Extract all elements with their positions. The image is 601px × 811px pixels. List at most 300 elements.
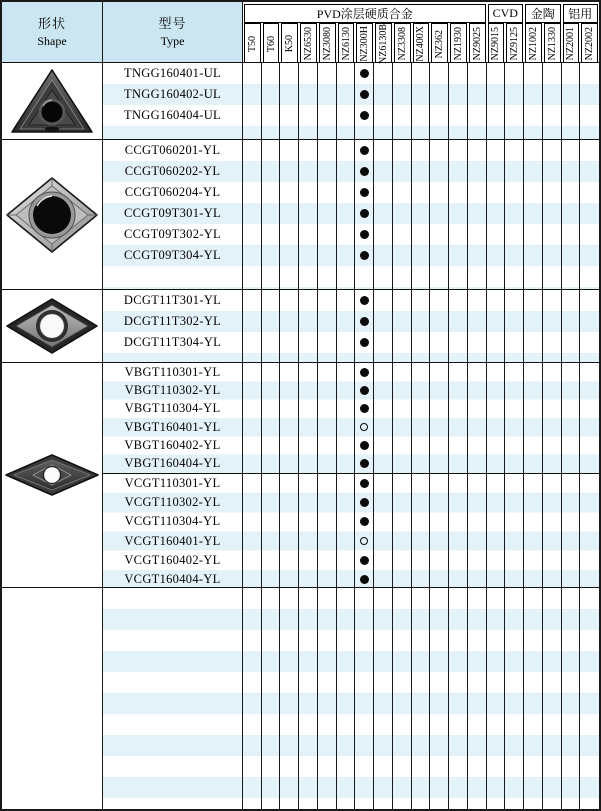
grade-column-header-t50: [244, 23, 261, 65]
grade-cell-nz9025: [468, 400, 487, 418]
table-row: [103, 182, 599, 203]
shape-empty-cell: [2, 588, 103, 809]
table-row: [103, 311, 599, 332]
grade-cell-nz1002: [524, 245, 543, 266]
grade-cell-nz6530: [299, 531, 318, 550]
grade-cell-nz2001: [562, 400, 581, 418]
grade-cell-k50: [280, 363, 299, 381]
grade-cell-nz6530: [299, 436, 318, 454]
grade-cell-nz400x: [412, 381, 431, 399]
column-group-铝用: 铝用: [563, 4, 598, 23]
grade-cell-nz1930: [449, 105, 468, 126]
grade-column-header-t60: [263, 23, 280, 65]
grade-cell-nz1930: [449, 588, 468, 809]
grade-cell-nz362: [430, 381, 449, 399]
grade-cell-nz9125: [505, 63, 524, 84]
grade-cell-nz3080: [318, 182, 337, 203]
grade-cell-nz2002: [580, 353, 599, 362]
grade-cell-nz400x: [412, 551, 431, 570]
grade-cell-nz3308: [393, 290, 412, 311]
grade-cell-nz6130b: [374, 290, 393, 311]
grade-cell-nz362: [430, 140, 449, 161]
grade-cell-nz3308: [393, 474, 412, 493]
grade-cell-nz9025: [468, 105, 487, 126]
type-label: VCGT110302-YL: [103, 493, 243, 512]
grade-cell-nz1330: [543, 203, 562, 224]
grade-cell-nz6130b: [374, 182, 393, 203]
grade-cell-nz2001: [562, 474, 581, 493]
grade-cell-nz9125: [505, 84, 524, 105]
grade-column-label: NZ1002: [527, 27, 539, 61]
grade-cell-nz6130: [337, 245, 356, 266]
grade-cell-nz1330: [543, 455, 562, 473]
grade-cell-nz1002: [524, 436, 543, 454]
grade-cell-k50: [280, 105, 299, 126]
grade-cells: [243, 551, 599, 570]
grade-cell-nz2001: [562, 105, 581, 126]
grade-cell-nz6130: [337, 551, 356, 570]
filled-dot-mark: [360, 517, 369, 526]
grade-cell-nz3080: [318, 63, 337, 84]
grade-cell-nz2001: [562, 588, 581, 809]
grade-cell-t60: [262, 105, 281, 126]
grade-cell-nz1930: [449, 400, 468, 418]
type-label: VBGT110304-YL: [103, 400, 243, 418]
grade-cell-nz400x: [412, 531, 431, 550]
grade-cell-nz362: [430, 290, 449, 311]
grade-cell-nz1330: [543, 363, 562, 381]
grade-cell-t50: [243, 84, 262, 105]
grade-cell-nz6530: [299, 140, 318, 161]
type-label: VBGT160404-YL: [103, 455, 243, 473]
insert-section-3: [2, 289, 599, 362]
grade-cell-nz1930: [449, 290, 468, 311]
grade-cell-t60: [262, 140, 281, 161]
filler-row: [103, 588, 599, 809]
grade-cell-nz3308: [393, 493, 412, 512]
grade-cell-nz1002: [524, 63, 543, 84]
grade-cell-nz1930: [449, 363, 468, 381]
grade-column-header-nz6130: [338, 23, 355, 65]
grade-cell-nz9125: [505, 588, 524, 809]
grade-cells: [243, 290, 599, 311]
grade-cell-nz362: [430, 353, 449, 362]
grade-cell-nz6530: [299, 203, 318, 224]
grade-cell-nz300h: [355, 203, 374, 224]
type-label: CCGT060204-YL: [103, 182, 243, 203]
filled-dot-mark: [360, 479, 369, 488]
dcgt-diamond-insert-icon: [5, 297, 99, 355]
grade-cell-nz2001: [562, 126, 581, 139]
grade-column-header-nz1930: [450, 23, 467, 65]
grade-cell-nz400x: [412, 493, 431, 512]
grade-cell-nz2001: [562, 161, 581, 182]
filled-dot-mark: [360, 69, 369, 78]
grade-cell-nz362: [430, 474, 449, 493]
grade-cell-k50: [280, 224, 299, 245]
grade-cell-nz9025: [468, 474, 487, 493]
grade-cell-nz6130: [337, 363, 356, 381]
grade-cell-nz300h: [355, 512, 374, 531]
table-row: [103, 418, 599, 436]
header-group-row: [243, 2, 599, 22]
grade-cell-nz9025: [468, 332, 487, 353]
row-group: [103, 588, 599, 809]
grade-cell-nz3080: [318, 353, 337, 362]
table-row: [103, 161, 599, 182]
grade-cell-nz9015: [487, 105, 506, 126]
grade-cell-nz1002: [524, 455, 543, 473]
grade-cell-nz9125: [505, 224, 524, 245]
grade-cell-nz3080: [318, 332, 337, 353]
grade-cell-t60: [262, 332, 281, 353]
table-row: [103, 63, 599, 84]
tngg-triangle-insert-icon: [8, 67, 96, 135]
grade-cell-t50: [243, 455, 262, 473]
type-label-en: Type: [160, 33, 185, 48]
grade-cell-nz9025: [468, 311, 487, 332]
grade-cell-nz9025: [468, 588, 487, 809]
filled-dot-mark: [360, 368, 369, 377]
insert-section-1: [2, 62, 599, 139]
grade-cell-t50: [243, 63, 262, 84]
grade-cell-nz2002: [580, 203, 599, 224]
shape-label-en: Shape: [37, 33, 67, 48]
grade-cell-nz9015: [487, 588, 506, 809]
grade-cell-nz6530: [299, 266, 318, 289]
grade-cell-nz9025: [468, 363, 487, 381]
grade-cell-t60: [262, 400, 281, 418]
grade-cell-nz6130b: [374, 126, 393, 139]
grade-cells: [243, 105, 599, 126]
grade-cell-nz1930: [449, 224, 468, 245]
grade-cell-nz6130: [337, 332, 356, 353]
grade-cell-nz400x: [412, 436, 431, 454]
grade-cell-nz300h: [355, 332, 374, 353]
grade-cell-t60: [262, 290, 281, 311]
header-grade-columns: [243, 2, 599, 62]
grade-cell-nz1002: [524, 182, 543, 203]
grade-cell-k50: [280, 400, 299, 418]
grade-cell-nz300h: [355, 436, 374, 454]
grade-cell-nz362: [430, 512, 449, 531]
grade-cell-nz6130: [337, 140, 356, 161]
grade-cell-nz2002: [580, 436, 599, 454]
grade-cell-nz9125: [505, 353, 524, 362]
grade-cell-nz6130b: [374, 203, 393, 224]
grade-cell-nz6530: [299, 105, 318, 126]
grade-cell-nz6530: [299, 400, 318, 418]
grade-cell-nz2001: [562, 531, 581, 550]
grade-cell-nz2001: [562, 363, 581, 381]
grade-cell-k50: [280, 161, 299, 182]
grade-cell-nz9015: [487, 418, 506, 436]
type-label: [103, 126, 243, 139]
grade-cell-nz3080: [318, 266, 337, 289]
grade-cell-nz400x: [412, 245, 431, 266]
grade-cell-nz2001: [562, 332, 581, 353]
grade-cell-nz2001: [562, 203, 581, 224]
filled-dot-mark: [360, 111, 369, 120]
grade-column-label: NZ3080: [321, 27, 333, 61]
grade-cell-t60: [262, 531, 281, 550]
grade-cells: [243, 224, 599, 245]
grade-cell-nz9015: [487, 400, 506, 418]
type-label: [103, 353, 243, 362]
grade-cell-nz6130b: [374, 311, 393, 332]
table-row: [103, 224, 599, 245]
table-row: [103, 84, 599, 105]
grade-cell-nz9125: [505, 512, 524, 531]
grade-cell-nz362: [430, 363, 449, 381]
grade-cell-nz400x: [412, 363, 431, 381]
grade-cell-t60: [262, 311, 281, 332]
grade-cell-nz9125: [505, 332, 524, 353]
grade-cell-nz3080: [318, 551, 337, 570]
grade-cell-t60: [262, 474, 281, 493]
grade-cell-nz1002: [524, 84, 543, 105]
grade-cell-nz9125: [505, 203, 524, 224]
grade-cell-nz9025: [468, 245, 487, 266]
grade-cell-t50: [243, 290, 262, 311]
grade-cell-nz9125: [505, 436, 524, 454]
grade-column-header-nz6530: [300, 23, 317, 65]
grade-cell-nz9125: [505, 400, 524, 418]
grade-cell-t50: [243, 203, 262, 224]
type-label: CCGT09T302-YL: [103, 224, 243, 245]
grade-cell-nz300h: [355, 493, 374, 512]
filled-dot-mark: [360, 90, 369, 99]
grade-cell-nz362: [430, 588, 449, 809]
type-label: [103, 266, 243, 289]
grade-cell-nz362: [430, 551, 449, 570]
grade-cell-nz1930: [449, 84, 468, 105]
grade-cell-nz1930: [449, 551, 468, 570]
grade-cell-t50: [243, 224, 262, 245]
grade-cell-t50: [243, 105, 262, 126]
type-label: VCGT110304-YL: [103, 512, 243, 531]
grade-cell-nz3308: [393, 126, 412, 139]
grade-cell-nz9025: [468, 224, 487, 245]
grade-cell-nz6130: [337, 266, 356, 289]
filled-dot-mark: [360, 386, 369, 395]
grade-column-header-nz400x: [413, 23, 430, 65]
shape-image-cell: [2, 140, 103, 289]
grade-cell-nz1930: [449, 126, 468, 139]
grade-cell-k50: [280, 551, 299, 570]
grade-cell-nz9025: [468, 551, 487, 570]
grade-cell-t60: [262, 588, 281, 809]
grade-cell-nz3080: [318, 203, 337, 224]
grade-cell-nz1330: [543, 418, 562, 436]
grade-cell-nz362: [430, 84, 449, 105]
grade-cell-nz2001: [562, 353, 581, 362]
grade-cell-nz6530: [299, 474, 318, 493]
ccgt-rhombic-insert-icon: [5, 176, 99, 254]
grade-cells: [243, 493, 599, 512]
grade-cells: [243, 363, 599, 381]
grade-cell-nz300h: [355, 363, 374, 381]
filled-dot-mark: [360, 167, 369, 176]
grade-column-label: NZ9015: [490, 27, 502, 61]
grade-cell-t50: [243, 311, 262, 332]
grade-cell-nz9025: [468, 126, 487, 139]
grade-cell-nz9015: [487, 266, 506, 289]
grade-cell-nz1330: [543, 531, 562, 550]
grade-cell-nz6530: [299, 84, 318, 105]
grade-cell-nz6130b: [374, 161, 393, 182]
type-label: TNGG160401-UL: [103, 63, 243, 84]
grade-cell-t60: [262, 224, 281, 245]
grade-cell-nz6130b: [374, 512, 393, 531]
grade-cell-nz400x: [412, 353, 431, 362]
grade-cell-nz6530: [299, 290, 318, 311]
grade-cell-nz9125: [505, 266, 524, 289]
grade-column-header-k50: [281, 23, 298, 65]
grade-cell-nz1930: [449, 455, 468, 473]
grade-cell-nz9125: [505, 105, 524, 126]
grade-cell-nz9125: [505, 455, 524, 473]
grade-cell-nz9125: [505, 140, 524, 161]
grade-cell-nz9125: [505, 245, 524, 266]
grade-cell-nz6130b: [374, 551, 393, 570]
grade-cell-nz400x: [412, 311, 431, 332]
grade-cell-nz9025: [468, 531, 487, 550]
grade-cell-nz3308: [393, 203, 412, 224]
grade-cells: [243, 512, 599, 531]
grade-cells: [243, 245, 599, 266]
grade-cell-nz2002: [580, 400, 599, 418]
grade-cell-nz6130b: [374, 400, 393, 418]
table-row: [103, 512, 599, 531]
type-label: TNGG160402-UL: [103, 84, 243, 105]
grade-cells: [243, 400, 599, 418]
grade-cell-nz2001: [562, 311, 581, 332]
grade-cell-nz3080: [318, 140, 337, 161]
grade-cell-nz1930: [449, 474, 468, 493]
row-group: [103, 140, 599, 289]
grade-cell-nz9015: [487, 353, 506, 362]
grade-cell-nz1330: [543, 290, 562, 311]
grade-cell-nz6130b: [374, 381, 393, 399]
grade-cell-nz1330: [543, 105, 562, 126]
grade-cell-nz1330: [543, 84, 562, 105]
grade-column-header-nz2002: [581, 23, 598, 65]
rows-area: [103, 63, 599, 139]
grade-cell-nz1002: [524, 105, 543, 126]
grade-cell-nz2002: [580, 63, 599, 84]
grade-cell-nz362: [430, 182, 449, 203]
grade-cell-t50: [243, 332, 262, 353]
grade-cell-k50: [280, 455, 299, 473]
grade-cell-nz3308: [393, 363, 412, 381]
grade-cell-nz3080: [318, 245, 337, 266]
grade-cell-nz9025: [468, 436, 487, 454]
grade-cell-nz9015: [487, 224, 506, 245]
grade-cell-nz3308: [393, 224, 412, 245]
grade-cell-t50: [243, 381, 262, 399]
grade-cell-nz3308: [393, 551, 412, 570]
grade-column-header-nz1330: [544, 23, 561, 65]
grade-cell-nz1330: [543, 182, 562, 203]
grade-cell-nz9025: [468, 381, 487, 399]
grade-cell-nz6130: [337, 161, 356, 182]
grade-cell-nz6130: [337, 84, 356, 105]
grade-cell-t60: [262, 126, 281, 139]
grade-cell-t50: [243, 512, 262, 531]
grade-cell-nz1002: [524, 126, 543, 139]
row-group: [103, 473, 599, 587]
grade-cell-nz362: [430, 311, 449, 332]
grade-cell-nz6130b: [374, 493, 393, 512]
grade-cell-nz2001: [562, 84, 581, 105]
type-label: VCGT110301-YL: [103, 474, 243, 493]
grade-cell-k50: [280, 182, 299, 203]
header-corner: [2, 2, 243, 62]
grade-cell-nz9025: [468, 182, 487, 203]
grade-cell-nz6130: [337, 203, 356, 224]
grade-cell-nz9125: [505, 161, 524, 182]
grade-column-label: NZ9025: [471, 27, 483, 61]
grade-cell-nz9025: [468, 161, 487, 182]
grade-cell-nz9015: [487, 436, 506, 454]
grade-cell-nz1002: [524, 332, 543, 353]
table-row: [103, 140, 599, 161]
grade-cell-nz3080: [318, 418, 337, 436]
grade-cell-nz9015: [487, 551, 506, 570]
grade-cell-nz2002: [580, 224, 599, 245]
grade-cell-nz400x: [412, 224, 431, 245]
type-label: DCGT11T304-YL: [103, 332, 243, 353]
grade-cell-nz1930: [449, 311, 468, 332]
grade-cell-nz1002: [524, 588, 543, 809]
grade-cell-t60: [262, 161, 281, 182]
grade-cell-nz9025: [468, 84, 487, 105]
type-label: CCGT060202-YL: [103, 161, 243, 182]
grade-cell-nz3080: [318, 161, 337, 182]
grade-cell-nz9125: [505, 311, 524, 332]
grade-cell-nz9015: [487, 126, 506, 139]
filled-dot-mark: [360, 498, 369, 507]
grade-cell-nz6530: [299, 493, 318, 512]
grade-cell-nz9015: [487, 311, 506, 332]
grade-cell-t60: [262, 418, 281, 436]
grade-cell-nz3308: [393, 63, 412, 84]
grade-column-label: NZ400X: [415, 26, 427, 62]
grade-cells: [243, 63, 599, 84]
header-name-row: [243, 22, 599, 66]
grade-cell-nz6130b: [374, 418, 393, 436]
grade-cell-nz6130b: [374, 363, 393, 381]
grade-cells: [243, 84, 599, 105]
filled-dot-mark: [360, 230, 369, 239]
grade-cell-nz1002: [524, 353, 543, 362]
grade-cell-nz9015: [487, 245, 506, 266]
grade-cell-k50: [280, 126, 299, 139]
grade-cell-t60: [262, 266, 281, 289]
grade-cell-t50: [243, 266, 262, 289]
grade-cell-nz3080: [318, 363, 337, 381]
grade-column-label: NZ6130: [340, 27, 352, 61]
grade-cell-nz6530: [299, 161, 318, 182]
grade-cell-nz6130: [337, 63, 356, 84]
filled-dot-mark: [360, 441, 369, 450]
grade-cell-nz2001: [562, 436, 581, 454]
grade-cell-nz3080: [318, 311, 337, 332]
grade-cell-t60: [262, 455, 281, 473]
grade-cell-nz9015: [487, 161, 506, 182]
grade-cell-nz362: [430, 493, 449, 512]
